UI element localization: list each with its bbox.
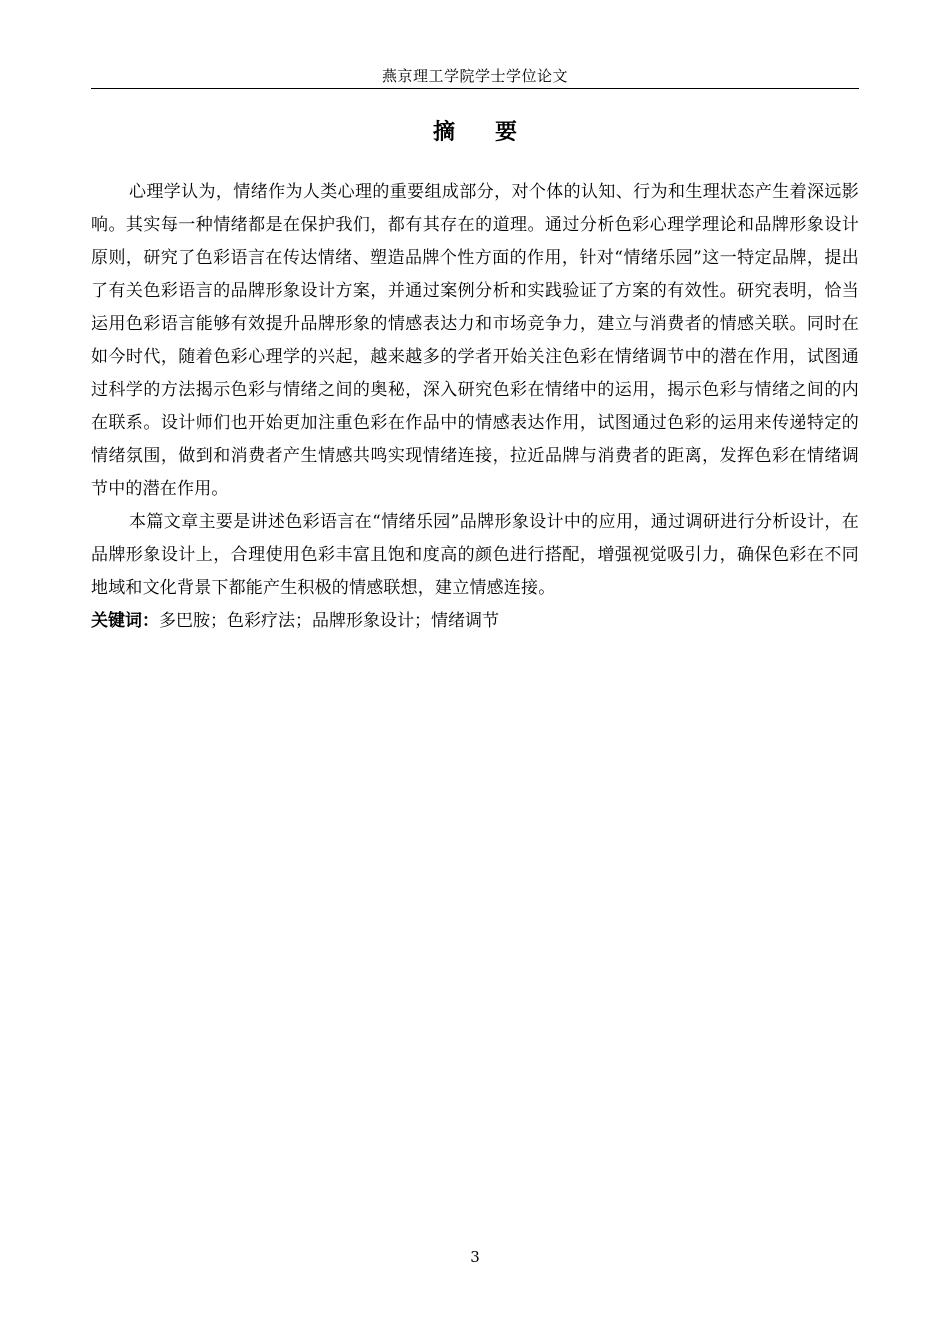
abstract-title: 摘要 <box>432 120 557 145</box>
header-divider <box>91 88 859 89</box>
keywords-value: 多巴胺；色彩疗法；品牌形象设计；情绪调节 <box>159 611 499 631</box>
abstract-body <box>91 176 859 638</box>
running-header: 燕京理工学院学士学位论文 <box>381 67 568 85</box>
keywords-label: 关键词： <box>91 611 159 631</box>
keywords-line <box>91 605 859 638</box>
abstract-paragraph-1: 心理学认为，情绪作为人类心理的重要组成部分，对个体的认知、行为和生理状态产生着深远影响。其实每一种情绪都是在保护我们，都有其存在的道理。通过分析色彩心理学理论和品牌形象设计原则，研究了色彩语言在传达情绪、塑造品牌个性方面的作用，针对“情绪乐园”这一特定品牌，提出了有关色彩语言的品牌形象设计方案，并通过案例分析和实践验证了方案的有效性。研究表明，恰当运用色彩语言能够有效提升品牌形象的情感表达力和市场竞争力，建立与消费者的情感关联。同时在如今时代，随着色彩心理学的兴起，越来越多的学者开始关注色彩在情绪调节中的潜在作用，试图通过科学的方法揭示色彩与情绪之间的奥秘，深入研究色彩在情绪中的运用，揭示色彩与情绪之间的内在联系。设计师们也开始更加注重色彩在作品中的情感表达作用，试图通过色彩的运用来传递特定的情绪氛围，做到和消费者产生情感共鸣实现情绪连接，拉近品牌与消费者的距离，发挥色彩在情绪调节中的潜在作用。 <box>91 182 859 499</box>
abstract-paragraph-2: 本篇文章主要是讲述色彩语言在“情绪乐园”品牌形象设计中的应用，通过调研进行分析设计，在品牌形象设计上，合理使用色彩丰富且饱和度高的颜色进行搭配，增强视觉吸引力，确保色彩在不同地域和文化背景下都能产生积极的情感联想，建立情感连接。 <box>91 512 859 598</box>
page-number: 3 <box>470 1248 480 1266</box>
